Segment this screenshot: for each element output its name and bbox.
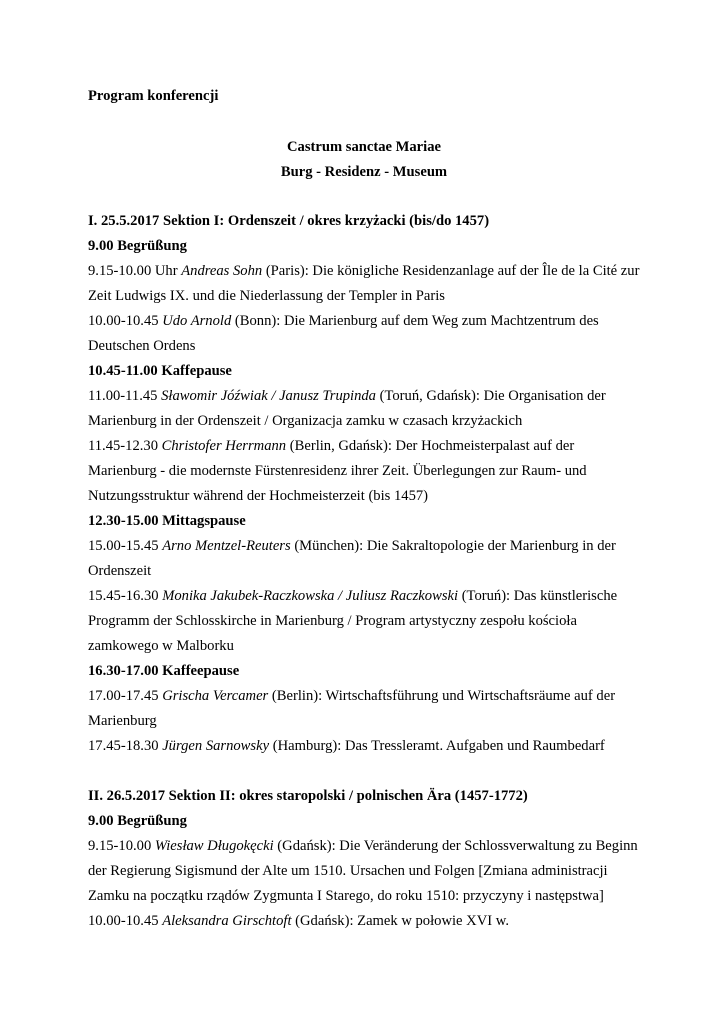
talk-entry: [88, 534, 640, 584]
talk-entry: [88, 259, 640, 309]
talk-time: 17.45-18.30: [88, 738, 163, 754]
section-2-heading: II. 26.5.2017 Sektion II: okres staropolski / polnischen Ära (1457-1772): [88, 788, 528, 804]
talk-description: (Gdańsk): Die Veränderung der Schlossverwaltung zu Beginn der Regierung Sigismund der Alte um 1510. Ursachen und Folgen [Zmiana administracji Zamku na początku rządów Zygmunta I Starego, do roku 1510: przyczyny i następstwa]: [88, 838, 638, 904]
conference-title: Castrum sanctae Mariae: [286, 139, 441, 155]
talk-time: 15.00-15.45: [88, 538, 163, 554]
talk-entry: [88, 584, 640, 659]
section-2: [88, 784, 640, 934]
talk-time: 9.15-10.00: [88, 838, 155, 854]
talk-speaker: Sławomir Jóźwiak / Janusz Trupinda: [161, 388, 376, 404]
conference-subtitle: Burg - Residenz - Museum: [280, 164, 448, 180]
talk-time: 11.45-12.30: [88, 438, 162, 454]
section-2-welcome: 9.00 Begrüßung: [88, 813, 187, 829]
talk-description: (Toruń, Gdańsk): Die Organisation der Marienburg in der Ordenszeit / Organizacja zamku w czasach krzyżackich: [88, 388, 606, 429]
document-title: Program konferencji: [88, 88, 219, 104]
talk-speaker: Arno Mentzel-Reuters: [162, 538, 291, 554]
coffee-break: 10.45-11.00 Kaffepause: [88, 363, 232, 379]
talk-speaker: Christofer Herrmann: [161, 438, 287, 454]
talk-description: (Toruń): Das künstlerische Programm der Schlosskirche in Marienburg / Program artystyczny zespołu kościoła zamkowego w Malborku: [88, 588, 618, 654]
section-1-welcome: 9.00 Begrüßung: [88, 238, 187, 254]
conference-title-block: [88, 135, 640, 185]
talk-time: 11.00-11.45: [88, 388, 162, 404]
talk-entry: [88, 434, 640, 509]
talk-description: (München): Die Sakraltopologie der Marienburg in der Ordenszeit: [88, 538, 616, 579]
talk-description: (Gdańsk): Zamek w połowie XVI w.: [291, 913, 510, 929]
section-1-heading: I. 25.5.2017 Sektion I: Ordenszeit / okres krzyżacki (bis/do 1457): [88, 213, 490, 229]
section-1: [88, 209, 640, 759]
talk-speaker: Udo Arnold: [162, 313, 232, 329]
talk-speaker: Aleksandra Girschtoft: [162, 913, 292, 929]
document-content: [88, 84, 640, 934]
talk-entry: [88, 384, 640, 434]
talk-time: 9.15-10.00 Uhr: [88, 263, 182, 279]
talk-time: 10.00-10.45: [88, 913, 163, 929]
talk-description: (Bonn): Die Marienburg auf dem Weg zum Machtzentrum des Deutschen Ordens: [88, 313, 599, 354]
talk-speaker: Wiesław Długokęcki: [154, 838, 274, 854]
talk-entry: [88, 834, 640, 909]
talk-description: (Paris): Die königliche Residenzanlage auf der Île de la Cité zur Zeit Ludwigs IX. und die Niederlassung der Templer in Paris: [88, 263, 640, 304]
talk-time: 15.45-16.30: [88, 588, 163, 604]
coffee-break: 16.30-17.00 Kaffeepause: [88, 663, 240, 679]
talk-description: (Hamburg): Das Tressleramt. Aufgaben und Raumbedarf: [269, 738, 605, 754]
talk-speaker: Grischa Vercamer: [162, 688, 269, 704]
lunch-break: 12.30-15.00 Mittagspause: [88, 513, 246, 529]
talk-entry: [88, 684, 640, 734]
talk-speaker: Jürgen Sarnowsky: [162, 738, 270, 754]
talk-entry: [88, 309, 640, 359]
talk-time: 17.00-17.45: [88, 688, 163, 704]
section-spacer: [88, 759, 640, 784]
talk-time: 10.00-10.45: [88, 313, 163, 329]
talk-entry: [88, 734, 640, 759]
talk-entry: [88, 909, 640, 934]
talk-description: (Berlin, Gdańsk): Der Hochmeisterpalast auf der Marienburg - die modernste Fürstenresidenz ihrer Zeit. Überlegungen zur Raum- und Nutzungsstruktur während der Hochmeisterzeit (bis 1457): [88, 438, 587, 504]
talk-speaker: Andreas Sohn: [181, 263, 263, 279]
talk-speaker: Monika Jakubek-Raczkowska / Juliusz Raczkowski: [162, 588, 459, 604]
talk-description: (Berlin): Wirtschaftsführung und Wirtschaftsräume auf der Marienburg: [88, 688, 616, 729]
